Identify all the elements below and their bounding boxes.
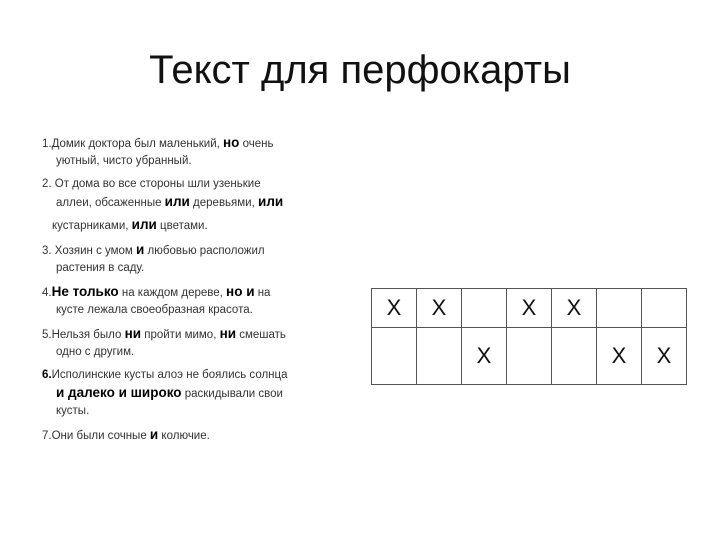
- sentence-text: кусты.: [56, 405, 90, 417]
- sentence-text: очень: [239, 138, 274, 150]
- sentence-text: деревьями,: [189, 197, 259, 209]
- punchcard-cell[interactable]: X: [372, 289, 417, 328]
- sentence-text: одно с другим.: [56, 346, 135, 358]
- conjunction: ни: [124, 326, 142, 341]
- conjunction: и далеко и широко: [56, 385, 182, 400]
- list-item: [42, 176, 354, 235]
- sentence-text: аллеи, обсаженные: [56, 197, 165, 209]
- list-item: [42, 367, 354, 420]
- punchcard-cell[interactable]: X: [552, 289, 597, 328]
- list-item: [42, 325, 354, 361]
- conjunction: Не только: [51, 284, 119, 299]
- list-item: [42, 283, 354, 319]
- punchcard-cell[interactable]: [507, 328, 552, 385]
- conjunction: или: [131, 217, 157, 232]
- punchcard-cell[interactable]: [372, 328, 417, 385]
- punchcard-cell[interactable]: [552, 328, 597, 385]
- page-title: Текст для перфокарты: [149, 48, 571, 92]
- sentence-text: колючие.: [158, 430, 210, 442]
- conjunction: или: [258, 194, 284, 209]
- list-item: [42, 134, 354, 170]
- sentence-text: смешать: [236, 329, 286, 341]
- conjunction: или: [164, 194, 190, 209]
- sentence-text: 2. От дома во все стороны шли узенькие: [42, 178, 261, 190]
- sentence-text: раскидывали свои: [181, 388, 283, 400]
- sentence-text: Исполинские кусты алоэ не боялись солнца: [51, 369, 288, 381]
- sentence-list: [42, 134, 354, 451]
- punchcard-row: [372, 289, 687, 328]
- sentence-text: уютный, чисто убранный.: [56, 155, 192, 167]
- list-item: [42, 241, 354, 277]
- punchcard-cell[interactable]: [642, 289, 687, 328]
- sentence-text: 7.Они были сочные: [42, 430, 150, 442]
- sentence-text: кусте лежала своеобразная красота.: [56, 304, 253, 316]
- sentence-number: 6.: [42, 369, 52, 381]
- punchcard-cell[interactable]: X: [642, 328, 687, 385]
- sentence-text: 5.Нельзя было: [42, 329, 125, 341]
- list-item: [42, 426, 354, 445]
- punchcard-cell[interactable]: [597, 289, 642, 328]
- conjunction: и: [149, 427, 159, 442]
- conjunction: ни: [219, 326, 237, 341]
- punchcard-cell[interactable]: [417, 328, 462, 385]
- sentence-text: 4.: [42, 287, 52, 299]
- punchcard-row: [372, 328, 687, 385]
- punchcard-cell[interactable]: [462, 289, 507, 328]
- sentence-text: 1.Домик доктора был маленький,: [42, 138, 224, 150]
- conjunction: и: [136, 242, 145, 257]
- punchcard-grid: [371, 288, 687, 385]
- sentence-line: [42, 384, 354, 403]
- conjunction: но: [223, 135, 240, 150]
- sentence-line: [42, 216, 354, 235]
- sentence-text: на: [254, 287, 271, 299]
- punchcard-cell[interactable]: X: [417, 289, 462, 328]
- sentence-text: любовью расположил: [144, 245, 265, 257]
- sentence-text: цветами.: [156, 220, 208, 232]
- sentence-text: на каждом дереве,: [118, 287, 227, 299]
- sentence-text: растения в саду.: [56, 262, 145, 274]
- sentence-text: пройти мимо,: [141, 329, 220, 341]
- punchcard-cell[interactable]: X: [462, 328, 507, 385]
- conjunction: но и: [226, 284, 255, 299]
- sentence-line: [42, 193, 354, 212]
- sentence-text: 3. Хозяин с умом: [42, 245, 137, 257]
- punchcard-cell[interactable]: X: [507, 289, 552, 328]
- punchcard-cell[interactable]: X: [597, 328, 642, 385]
- sentence-text: кустарниками,: [52, 220, 132, 232]
